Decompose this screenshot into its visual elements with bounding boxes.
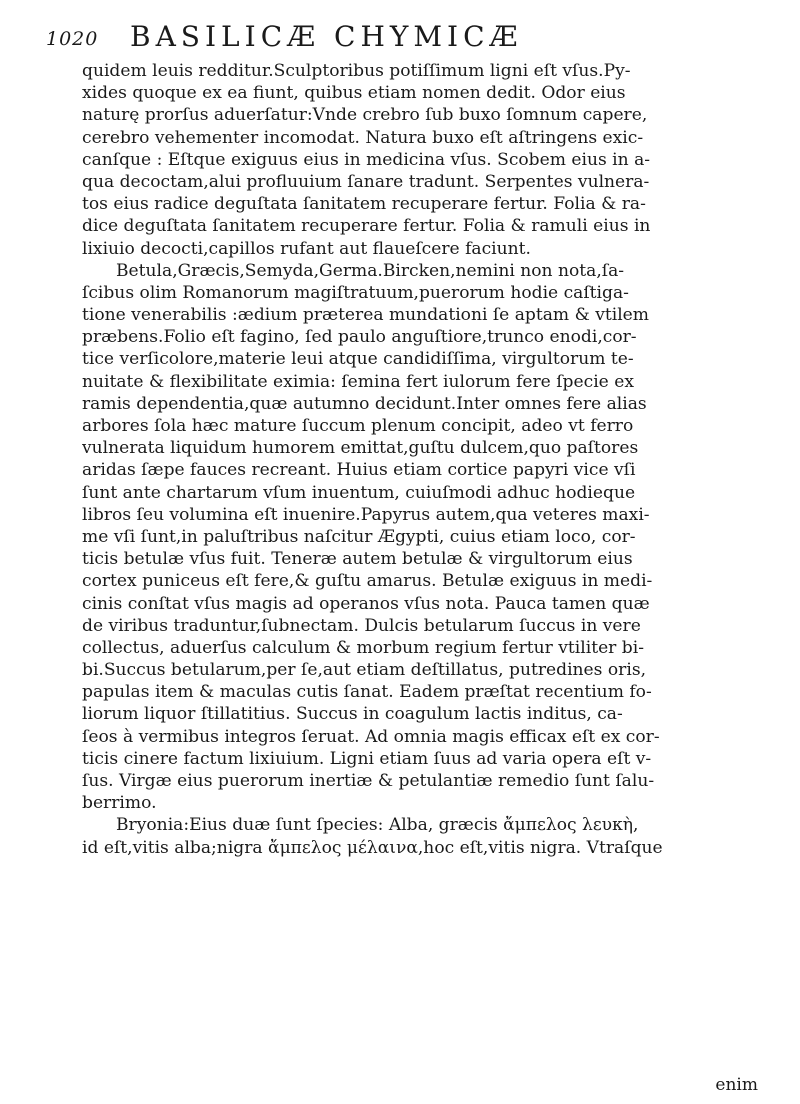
- text-line: bi.Succus betularum,per ſe,aut etiam deſtillatus, putredines oris,: [82, 660, 647, 681]
- text-line: id eſt,vitis alba;nigra ἄμπελος μέλαινα,hoc eſt,vitis nigra. Vtraſque: [82, 837, 663, 858]
- text-line: cerebro vehementer incomodat. Natura buxo eſt aſtringens exic-: [82, 127, 644, 148]
- text-line: libros ſeu volumina eſt inuenire.Papyrus autem,qua veteres maxi-: [82, 504, 650, 525]
- text-line: tice verſicolore,materie leui atque candidiſſima, virgultorum te-: [82, 349, 634, 370]
- text-line: nuitate & flexibilitate eximia: ſemina fert iulorum fere ſpecie ex: [82, 371, 634, 392]
- text-line: tione venerabilis :ædium præterea mundationi ſe aptam & vtilem: [82, 305, 650, 326]
- page-number: 1020: [46, 28, 99, 50]
- text-line: lixiuio decocti,capillos rufant aut flaueſcere faciunt.: [82, 238, 531, 259]
- text-line: ſcibus olim Romanorum magiſtratuum,puerorum hodie caſtiga-: [82, 282, 629, 303]
- text-line: arbores ſola hæc mature ſuccum plenum concipit, adeo vt ferro: [82, 416, 634, 436]
- text-line: præbens.Folio eſt fagino, ſed paulo anguſtiore,trunco enodi,cor-: [82, 327, 637, 348]
- text-line: qua decoctam,alui profluuium ſanare tradunt. Serpentes vulnera-: [82, 171, 650, 192]
- text-line: aridas ſæpe fauces recreant. Huius etiam cortice papyri vice vſi: [82, 460, 636, 481]
- catchword: enim: [715, 1075, 758, 1095]
- text-line: ramis dependentia,quæ autumno decidunt.Inter omnes fere alias: [82, 393, 647, 414]
- text-line: berrimo.: [82, 793, 157, 814]
- text-line: vulnerata liquidum humorem emittat,guſtu dulcem,quo paſtores: [82, 438, 639, 459]
- text-line: de viribus traduntur,ſubnectam. Dulcis betularum ſuccus in vere: [82, 615, 641, 636]
- text-line: xides quoque ex ea fiunt, quibus etiam nomen dedit. Odor eius: [82, 83, 626, 104]
- text-line: canſque : Eſtque exiguus eius in medicina vſus. Scobem eius in a-: [82, 149, 651, 170]
- page-header: [46, 20, 746, 56]
- text-line: tos eius radice deguſtata ſanitatem recuperare fertur. Folia & ra-: [82, 194, 646, 215]
- text-line: collectus, aduerſus calculum & morbum regium fertur vtiliter bi-: [82, 637, 644, 658]
- text-line: liorum liquor ſtillatitius. Succus in coagulum lactis inditus, ca-: [82, 704, 623, 725]
- text-line: cortex puniceus eſt fere,& guſtu amarus. Betulæ exiguus in medi-: [82, 571, 653, 592]
- text-line: Bryonia:Eius duæ ſunt ſpecies: Alba, græcis ἄμπελος λευκὴ,: [116, 815, 639, 836]
- text-line: quidem leuis redditur.Sculptoribus potiſſimum ligni eſt vſus.Py-: [82, 61, 631, 81]
- text-line: me vſi ſunt,in paluſtribus naſcitur Ægypti, cuius etiam loco, cor-: [82, 526, 636, 547]
- text-line: ticis betulæ vſus fuit. Teneræ autem betulæ & virgultorum eius: [82, 549, 633, 570]
- text-line: dice deguſtata ſanitatem recuperare fertur. Folia & ramuli eius in: [82, 216, 651, 237]
- text-line: Betula,Græcis,Semyda,Germa.Bircken,nemini non nota,ſa-: [116, 260, 625, 281]
- text-line: ſeos à vermibus integros ſeruat. Ad omnia magis efficax eſt ex cor-: [82, 726, 660, 747]
- body-text: [82, 60, 758, 859]
- text-line: ſunt ante chartarum vſum inuentum, cuiuſmodi adhuc hodieque: [82, 482, 636, 503]
- text-line: naturę prorſus aduerſatur:Vnde crebro ſub buxo ſomnum capere,: [82, 105, 648, 126]
- text-line: cinis conſtat vſus magis ad operanos vſus nota. Pauca tamen quæ: [82, 593, 650, 614]
- text-line: ticis cinere factum lixiuium. Ligni etiam ſuus ad varia opera eſt v-: [82, 748, 652, 769]
- running-title: BASILICÆ CHYMICÆ: [130, 20, 523, 53]
- text-line: papulas item & maculas cutis ſanat. Eadem præſtat recentium fo-: [82, 682, 652, 703]
- text-line: ſus. Virgæ eius puerorum inertiæ & petulantiæ remedio ſunt ſalu-: [82, 771, 655, 791]
